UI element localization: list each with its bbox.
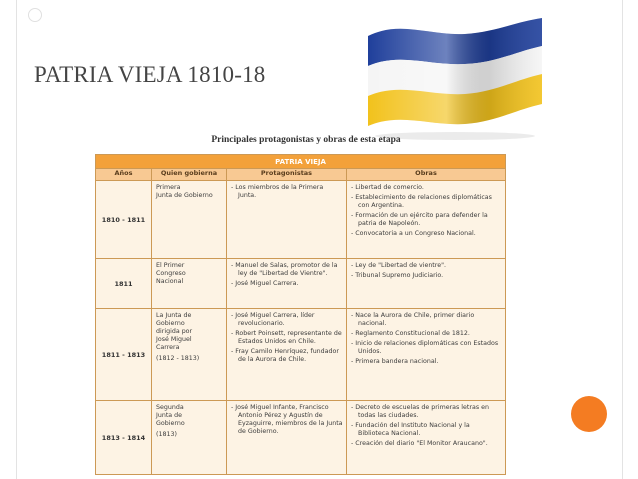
government-cell bbox=[152, 401, 227, 475]
orange-circle-decoration bbox=[571, 396, 607, 432]
works-cell bbox=[347, 309, 506, 401]
protagonists-cell bbox=[227, 309, 347, 401]
work-item: - Convocatoria a un Congreso Nacional. bbox=[351, 230, 476, 237]
table-row bbox=[96, 181, 506, 259]
work-item: - Primera bandera nacional. bbox=[351, 358, 439, 365]
government-line: Segunda bbox=[156, 404, 184, 411]
decorative-circle bbox=[28, 8, 42, 22]
government-line: El Primer bbox=[156, 262, 185, 269]
government-cell bbox=[152, 181, 227, 259]
government-line: Junta de bbox=[156, 412, 183, 419]
table-row bbox=[96, 401, 506, 475]
work-item: - Ley de "Libertad de vientre". bbox=[351, 262, 446, 269]
years-cell: 1810 - 1811 bbox=[96, 181, 152, 259]
work-item: - Formación de un ejército para defender la patria de Napoleón. bbox=[351, 212, 488, 227]
years-cell: 1813 - 1814 bbox=[96, 401, 152, 475]
protagonist-item: - José Miguel Carrera, líder revolucionario. bbox=[231, 312, 315, 327]
government-line: (1812 - 1813) bbox=[156, 355, 200, 362]
table-row bbox=[96, 309, 506, 401]
years-cell: 1811 - 1813 bbox=[96, 309, 152, 401]
government-line: Gobierno bbox=[156, 320, 185, 327]
column-header-years: Años bbox=[96, 169, 152, 181]
column-header-works: Obras bbox=[347, 169, 506, 181]
years-cell: 1811 bbox=[96, 259, 152, 309]
work-item: - Reglamento Constitucional de 1812. bbox=[351, 330, 470, 337]
chilean-patria-vieja-flag-icon bbox=[350, 8, 550, 143]
government-line: (1813) bbox=[156, 431, 177, 438]
government-line: Carrera bbox=[156, 344, 180, 351]
government-line: Nacional bbox=[156, 278, 184, 285]
government-line: José Miguel bbox=[156, 336, 192, 343]
work-item: - Libertad de comercio. bbox=[351, 184, 424, 191]
government-line: Congreso bbox=[156, 270, 186, 277]
work-item: - Fundación del Instituto Nacional y la Biblioteca Nacional. bbox=[351, 422, 470, 437]
table-title: PATRIA VIEJA bbox=[96, 155, 506, 169]
left-border-line bbox=[16, 0, 17, 479]
table-row bbox=[96, 259, 506, 309]
work-item: - Establecimiento de relaciones diplomáticas con Argentina. bbox=[351, 194, 492, 209]
column-header-government: Quien gobierna bbox=[152, 169, 227, 181]
works-cell bbox=[347, 259, 506, 309]
works-cell bbox=[347, 181, 506, 259]
right-border-line bbox=[622, 0, 623, 479]
works-cell bbox=[347, 401, 506, 475]
protagonists-cell bbox=[227, 401, 347, 475]
patria-vieja-table bbox=[95, 154, 506, 475]
protagonists-cell bbox=[227, 181, 347, 259]
government-cell bbox=[152, 309, 227, 401]
protagonist-item: - Manuel de Salas, promotor de la ley de "Libertad de Vientre". bbox=[231, 262, 338, 277]
work-item: - Creación del diario "El Monitor Araucano". bbox=[351, 440, 488, 447]
government-line: Junta de Gobierno bbox=[156, 192, 213, 199]
work-item: - Tribunal Supremo Judiciario. bbox=[351, 272, 444, 279]
government-line: dirigida por bbox=[156, 328, 193, 335]
protagonist-item: - José Miguel Infante, Francisco Antonio Pérez y Agustín de Eyzaguirre, miembros de la Junta de Gobierno. bbox=[231, 404, 343, 435]
column-header-protagonists: Protagonistas bbox=[227, 169, 347, 181]
government-line: Gobierno bbox=[156, 420, 185, 427]
protagonist-item: - Robert Poinsett, representante de Estados Unidos en Chile. bbox=[231, 330, 342, 345]
work-item: - Nace la Aurora de Chile, primer diario nacional. bbox=[351, 312, 475, 327]
work-item: - Inicio de relaciones diplomáticas con Estados Unidos. bbox=[351, 340, 499, 355]
government-line: La Junta de bbox=[156, 312, 192, 319]
protagonist-item: - José Miguel Carrera. bbox=[231, 280, 299, 287]
government-cell bbox=[152, 259, 227, 309]
work-item: - Decreto de escuelas de primeras letras en todas las ciudades. bbox=[351, 404, 489, 419]
table-caption: Principales protagonistas y obras de esta etapa bbox=[211, 135, 401, 145]
slide-title: PATRIA VIEJA 1810-18 bbox=[34, 62, 266, 87]
protagonists-cell bbox=[227, 259, 347, 309]
protagonist-item: - Los miembros de la Primera Junta. bbox=[231, 184, 324, 199]
protagonist-item: - Fray Camilo Henríquez, fundador de la Aurora de Chile. bbox=[231, 348, 339, 363]
government-line: Primera bbox=[156, 184, 181, 191]
